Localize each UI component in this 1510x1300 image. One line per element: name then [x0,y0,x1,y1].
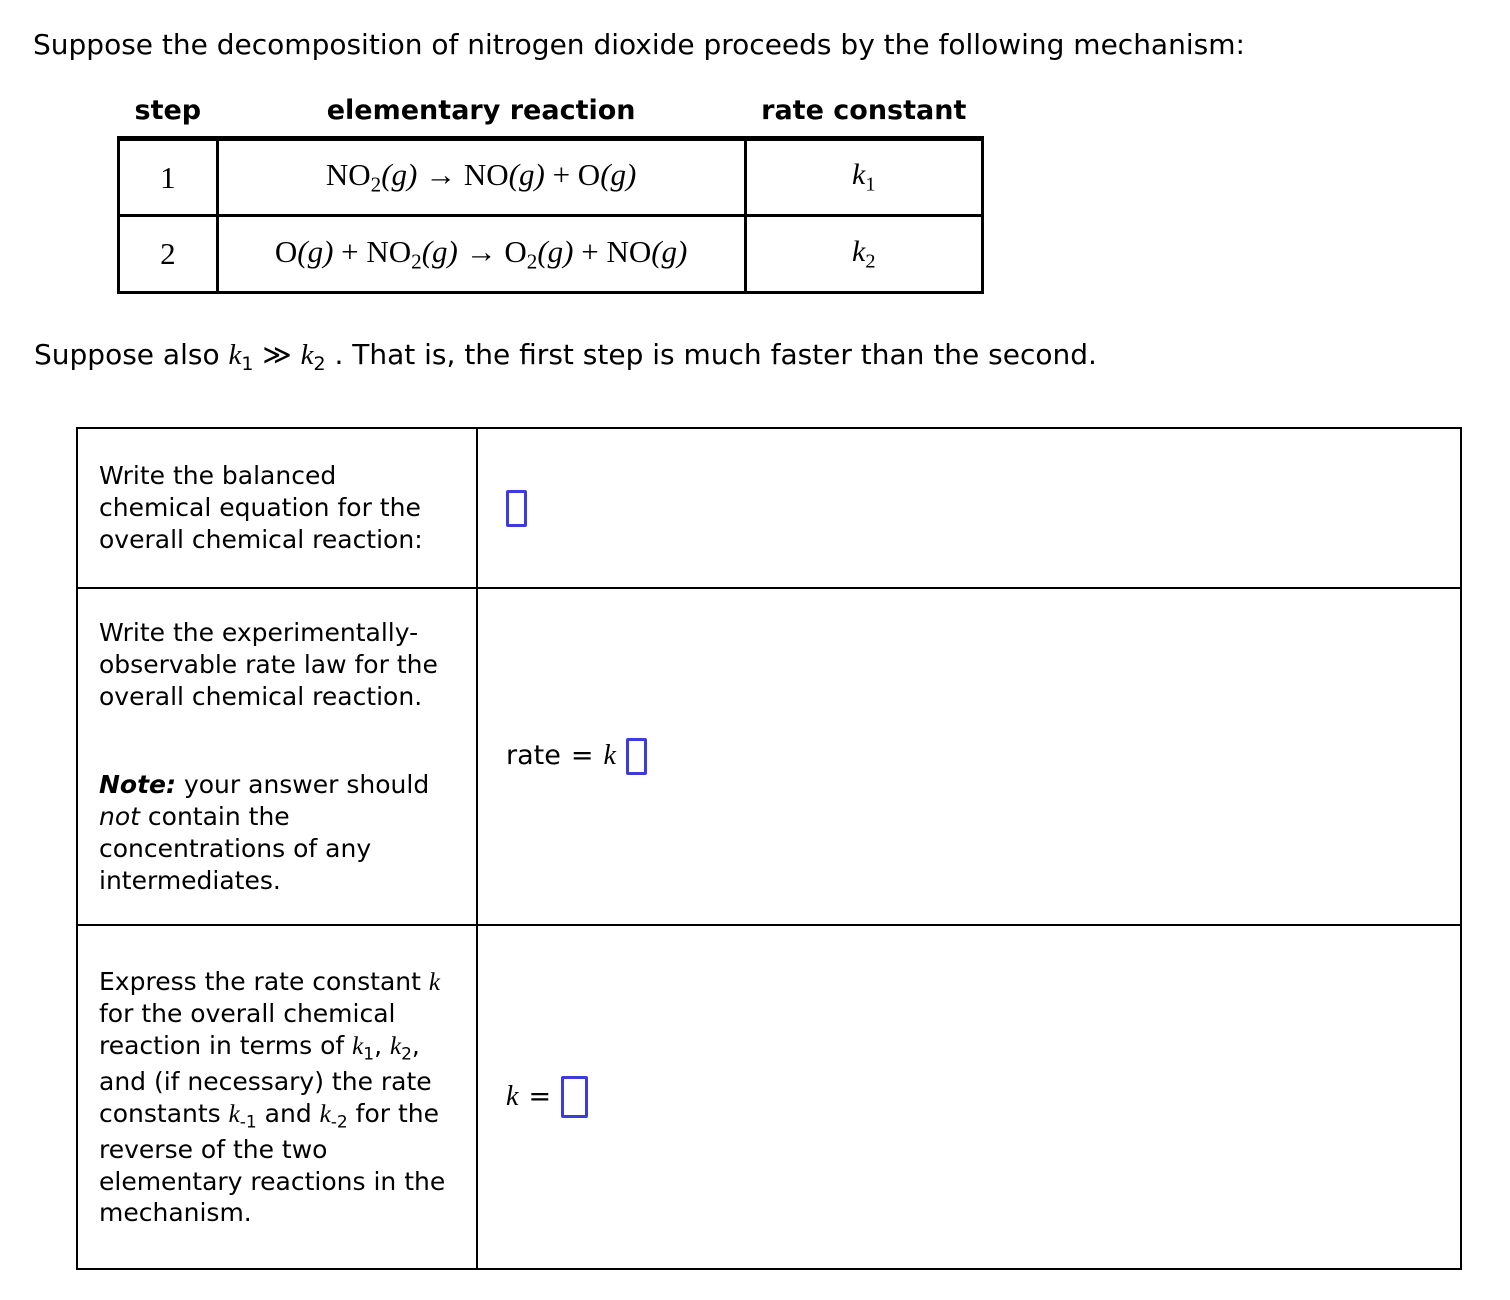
question-2-text: Write the experimentally-observable rate law for the overall chemical reaction. [99,618,438,711]
reaction-arrow-icon: → [417,157,464,193]
state-symbol: (g) [421,233,458,269]
prompt-part: and [256,1098,320,1128]
rate-constant-k2 [745,216,982,293]
question-3-answer-cell [477,925,1461,1269]
assumption-part: Suppose also [34,338,229,371]
k-variable: k [389,1033,402,1061]
note-part: contain the concentrations of any intermediates. [99,802,372,895]
rate-constant-expression [506,1081,588,1112]
question-1-text: Write the balanced chemical equation for the overall chemical reaction: [99,461,423,554]
header-rate-constant: rate constant [745,95,982,139]
state-symbol: (g) [651,233,688,269]
subscript: 1 [363,1044,375,1065]
mechanism-table [117,95,984,294]
prompt-part: , and (if necessary) the rate constants [99,1031,432,1128]
question-3-text [99,966,454,1230]
state-symbol: (g) [508,157,545,193]
elementary-reaction-1 [217,139,745,216]
elementary-reaction-2 [217,216,745,293]
k-variable: k [428,968,441,996]
header-elementary-reaction: elementary reaction [217,95,745,139]
step-number-2: 2 [119,216,218,293]
subscript: 2 [313,353,326,376]
mechanism-header-row [119,95,983,139]
rate-constant-k1 [745,139,982,216]
reaction-arrow-icon: → O [457,233,527,269]
subscript: 2 [370,172,382,197]
question-3-prompt-cell [77,925,477,1269]
question-row-3 [77,925,1461,1269]
prompt-part: , [374,1031,390,1061]
rate-constant-answer-input[interactable] [561,1076,588,1118]
k-variable: k [300,339,314,371]
k-variable: k [228,339,242,371]
subscript: 2 [401,1044,412,1065]
formula-part: O [274,233,298,269]
question-row-1 [77,428,1461,588]
formula-part: NO [325,157,371,193]
subscript: 1 [241,353,254,376]
equation-answer-input[interactable] [506,490,527,527]
question-2-prompt-cell [77,588,477,925]
k-variable: k [319,1100,331,1128]
formula-part: NO [463,157,509,193]
state-symbol: (g) [537,233,574,269]
k-variable: k [506,1080,519,1112]
equals-sign: = [528,1080,552,1112]
question-2-note [99,769,454,896]
formula-part: + NO [573,233,652,269]
prompt-part: for the reverse of the two elementary reactions in the mechanism. [99,1098,446,1228]
mechanism-row-1 [119,139,983,216]
question-2-answer-cell [477,588,1461,925]
rate-label: rate [506,740,561,772]
question-1-prompt-cell [77,428,477,588]
subscript: -1 [239,1112,257,1133]
questions-table [76,427,1462,1270]
assumption-text [34,338,1470,375]
k-variable: k [851,158,866,192]
question-1-answer-cell [477,428,1461,588]
intro-text: Suppose the decomposition of nitrogen dioxide proceeds by the following mechanism: [33,28,1245,61]
subscript: 2 [411,249,422,274]
k-variable: k [603,740,616,772]
step-number-1: 1 [119,139,218,216]
prompt-part: for the overall chemical reaction in terms of [99,999,396,1061]
k-variable: k [851,234,866,268]
subscript: 2 [865,250,876,273]
prompt-part: Express the rate constant [99,966,429,996]
formula-part: + NO [333,233,412,269]
k-variable: k [228,1100,240,1128]
state-symbol: (g) [297,233,334,269]
state-symbol: (g) [600,157,637,193]
much-greater-symbol: ≫ [253,338,301,371]
subscript: 1 [865,173,876,196]
rate-law-expression [506,740,647,771]
k-variable: k [352,1033,364,1061]
state-symbol: (g) [381,157,418,193]
assumption-part: . That is, the first step is much faster than the second. [325,338,1097,371]
equals-sign: = [570,740,594,772]
rate-law-answer-input[interactable] [626,738,647,775]
subscript: 2 [526,249,538,274]
subscript: -2 [330,1112,348,1133]
note-label: Note: [99,770,177,800]
mechanism-row-2 [119,216,983,293]
question-row-2 [77,588,1461,925]
note-emphasis: not [99,802,140,832]
header-step: step [119,95,218,139]
note-part: your answer should [176,770,430,800]
formula-part: + O [544,157,601,193]
